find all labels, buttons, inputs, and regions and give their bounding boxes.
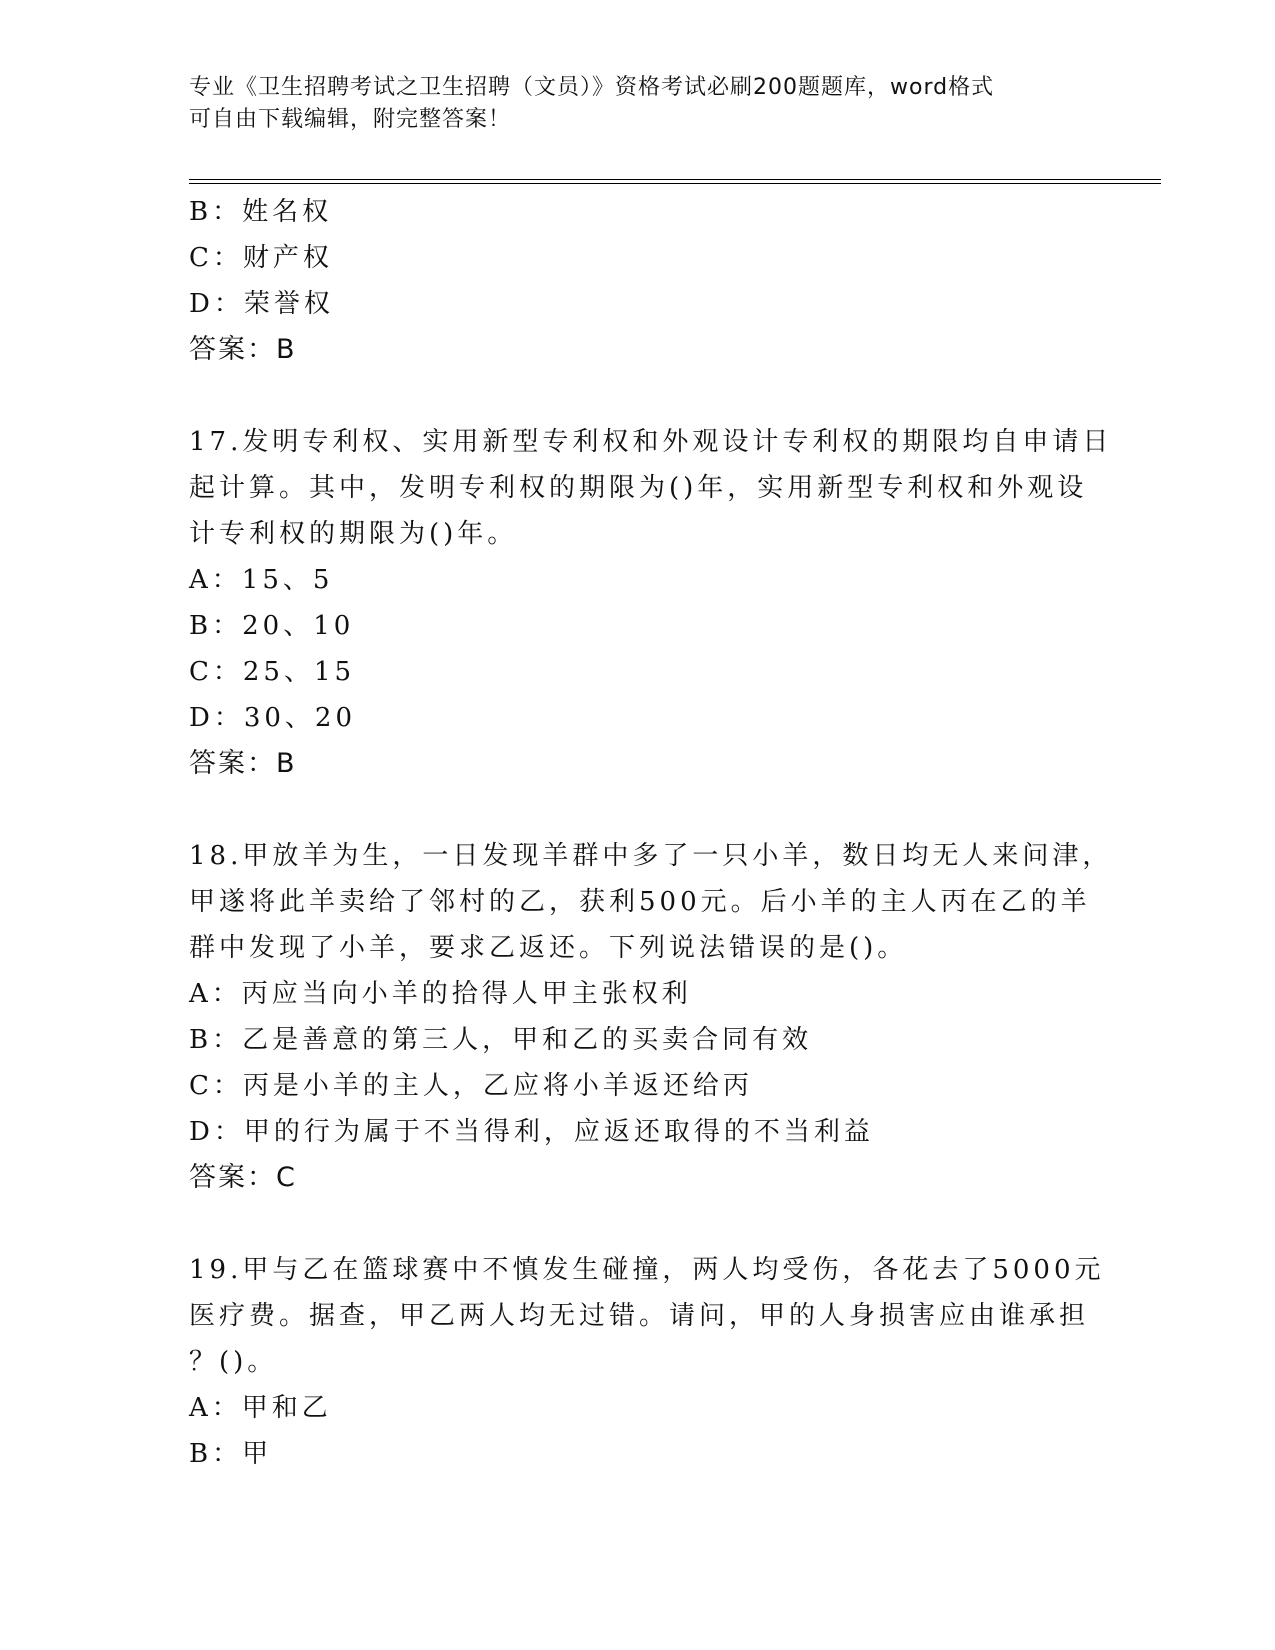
option-d: D：荣誉权 (189, 289, 334, 319)
answer: 答案：C (189, 1162, 297, 1193)
header-line-1: 专业《卫生招聘考试之卫生招聘（文员）》资格考试必刷200题题库，word格式 (189, 75, 995, 100)
document-body (189, 189, 1113, 1477)
question-text-line: 群中发现了小羊，要求乙返还。下列说法错误的是()。 (189, 933, 908, 963)
question-19 (189, 1247, 1105, 1477)
option-c: C：财产权 (189, 243, 333, 273)
option-b: B：20、10 (189, 611, 355, 641)
question-block-continued (189, 189, 1089, 373)
question-text-line: ？()。 (189, 1347, 278, 1377)
question-text-line: 甲遂将此羊卖给了邻村的乙，获利500元。后小羊的主人丙在乙的羊 (189, 887, 1091, 917)
question-18 (189, 833, 1113, 1201)
option-d: D：甲的行为属于不当得利，应返还取得的不当利益 (189, 1117, 874, 1147)
question-text-line: 18.甲放羊为生，一日发现羊群中多了一只小羊，数日均无人来问津， (189, 841, 1113, 871)
option-c: C：丙是小羊的主人，乙应将小羊返还给丙 (189, 1071, 753, 1101)
spacer (189, 373, 1089, 419)
spacer (189, 1201, 1089, 1247)
header-rule-top (189, 179, 1161, 180)
option-d: D：30、20 (189, 703, 357, 733)
question-text-line: 计专利权的期限为()年。 (189, 519, 518, 549)
question-text-line: 起计算。其中，发明专利权的期限为()年，实用新型专利权和外观设 (189, 473, 1088, 503)
answer: 答案：B (189, 748, 297, 779)
option-b: B：乙是善意的第三人，甲和乙的买卖合同有效 (189, 1025, 813, 1055)
option-a: A：15、5 (189, 565, 334, 595)
option-b: B：甲 (189, 1439, 273, 1469)
document-header (189, 72, 1069, 136)
option-c: C：25、15 (189, 657, 356, 687)
header-line-2: 可自由下载编辑，附完整答案！ (189, 107, 512, 132)
option-a: A：丙应当向小羊的拾得人甲主张权利 (189, 979, 692, 1009)
question-text-line: 医疗费。据查，甲乙两人均无过错。请问，甲的人身损害应由谁承担 (189, 1301, 1090, 1331)
spacer (189, 787, 1089, 833)
option-b: B：姓名权 (189, 197, 333, 227)
answer: 答案：B (189, 334, 297, 365)
question-17 (189, 419, 1113, 787)
option-a: A：甲和乙 (189, 1393, 332, 1423)
header-rule-bottom (189, 183, 1161, 184)
question-text-line: 17.发明专利权、实用新型专利权和外观设计专利权的期限均自申请日 (189, 427, 1113, 457)
question-text-line: 19.甲与乙在篮球赛中不慎发生碰撞，两人均受伤，各花去了5000元 (189, 1255, 1105, 1285)
